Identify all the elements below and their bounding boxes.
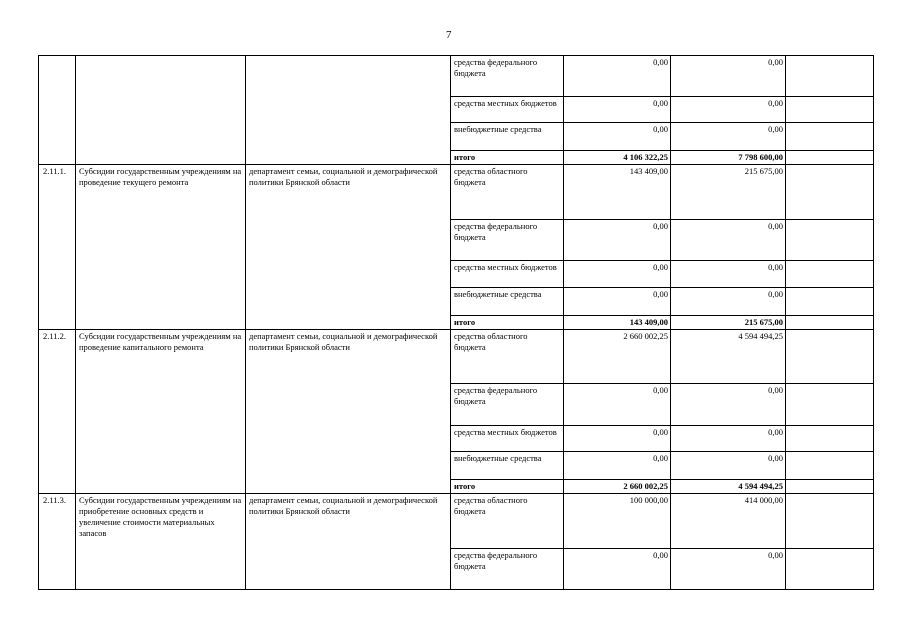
amount-cell-1: 0,00 (564, 220, 671, 261)
row-code-cell (39, 220, 76, 261)
amount-cell-1: 0,00 (564, 288, 671, 316)
row-name-cell (76, 220, 246, 261)
amount-cell-2: 0,00 (671, 288, 786, 316)
table-row (39, 288, 874, 316)
empty-cell (786, 165, 874, 220)
row-name-cell: Субсидии государственным учреждениям на проведение капитального ремонта (76, 330, 246, 384)
table-total-row (39, 316, 874, 330)
table-row (39, 384, 874, 426)
amount-cell-1: 0,00 (564, 426, 671, 452)
row-department-cell (246, 480, 451, 494)
amount-cell-2: 0,00 (671, 452, 786, 480)
funding-source-cell: средства федерального бюджета (451, 549, 564, 590)
funding-source-cell: внебюджетные средства (451, 452, 564, 480)
funding-source-cell: итого (451, 316, 564, 330)
funding-source-cell: средства местных бюджетов (451, 261, 564, 288)
row-department-cell (246, 452, 451, 480)
row-department-cell (246, 220, 451, 261)
page-number: 7 (446, 29, 452, 41)
table-row (39, 56, 874, 97)
table-row (39, 97, 874, 123)
amount-cell-1: 4 106 322,25 (564, 151, 671, 165)
table-row (39, 261, 874, 288)
row-code-cell (39, 384, 76, 426)
row-name-cell (76, 316, 246, 330)
row-department-cell (246, 316, 451, 330)
funding-source-cell: средства федерального бюджета (451, 220, 564, 261)
funding-source-cell: средства областного бюджета (451, 330, 564, 384)
row-department-cell (246, 123, 451, 151)
row-name-cell (76, 384, 246, 426)
row-department-cell (246, 56, 451, 97)
empty-cell (786, 426, 874, 452)
row-code-cell (39, 261, 76, 288)
empty-cell (786, 480, 874, 494)
table-row (39, 549, 874, 590)
funding-source-cell: средства местных бюджетов (451, 426, 564, 452)
row-code-cell: 2.11.2. (39, 330, 76, 384)
table-total-row (39, 480, 874, 494)
empty-cell (786, 330, 874, 384)
amount-cell-2: 0,00 (671, 426, 786, 452)
empty-cell (786, 220, 874, 261)
row-name-cell (76, 549, 246, 590)
row-name-cell: Субсидии государственным учреждениям на проведение текущего ремонта (76, 165, 246, 220)
table-row (39, 165, 874, 220)
row-name-cell (76, 261, 246, 288)
empty-cell (786, 123, 874, 151)
funding-source-cell: средства федерального бюджета (451, 384, 564, 426)
amount-cell-1: 2 660 002,25 (564, 330, 671, 384)
amount-cell-1: 143 409,00 (564, 165, 671, 220)
table-row (39, 426, 874, 452)
row-department-cell (246, 549, 451, 590)
row-name-cell (76, 151, 246, 165)
empty-cell (786, 549, 874, 590)
amount-cell-2: 7 798 600,00 (671, 151, 786, 165)
amount-cell-2: 215 675,00 (671, 316, 786, 330)
amount-cell-1: 0,00 (564, 384, 671, 426)
empty-cell (786, 494, 874, 549)
amount-cell-2: 4 594 494,25 (671, 480, 786, 494)
amount-cell-2: 0,00 (671, 56, 786, 97)
amount-cell-2: 0,00 (671, 220, 786, 261)
funding-source-cell: средства федерального бюджета (451, 56, 564, 97)
row-department-cell (246, 384, 451, 426)
empty-cell (786, 384, 874, 426)
row-name-cell: Субсидии государственным учреждениям на приобретение основных средств и увеличение стоимости материальных запасов (76, 494, 246, 549)
row-code-cell (39, 288, 76, 316)
funding-source-cell: внебюджетные средства (451, 288, 564, 316)
amount-cell-1: 0,00 (564, 123, 671, 151)
budget-table (38, 55, 874, 590)
funding-source-cell: итого (451, 480, 564, 494)
row-department-cell (246, 426, 451, 452)
empty-cell (786, 151, 874, 165)
row-code-cell: 2.11.1. (39, 165, 76, 220)
amount-cell-2: 0,00 (671, 549, 786, 590)
amount-cell-2: 0,00 (671, 97, 786, 123)
table-row (39, 330, 874, 384)
empty-cell (786, 452, 874, 480)
amount-cell-1: 0,00 (564, 452, 671, 480)
empty-cell (786, 288, 874, 316)
row-name-cell (76, 452, 246, 480)
amount-cell-2: 0,00 (671, 123, 786, 151)
table-total-row (39, 151, 874, 165)
amount-cell-2: 0,00 (671, 261, 786, 288)
row-name-cell (76, 123, 246, 151)
row-name-cell (76, 426, 246, 452)
funding-source-cell: средства местных бюджетов (451, 97, 564, 123)
funding-source-cell: средства областного бюджета (451, 165, 564, 220)
funding-source-cell: внебюджетные средства (451, 123, 564, 151)
row-name-cell (76, 288, 246, 316)
amount-cell-1: 0,00 (564, 261, 671, 288)
row-code-cell (39, 151, 76, 165)
row-department-cell (246, 151, 451, 165)
row-code-cell (39, 480, 76, 494)
empty-cell (786, 56, 874, 97)
row-department-cell (246, 261, 451, 288)
row-department-cell (246, 97, 451, 123)
row-code-cell (39, 549, 76, 590)
row-code-cell (39, 97, 76, 123)
row-code-cell (39, 316, 76, 330)
empty-cell (786, 261, 874, 288)
row-code-cell (39, 452, 76, 480)
row-department-cell: департамент семьи, социальной и демографической политики Брянской области (246, 330, 451, 384)
amount-cell-1: 100 000,00 (564, 494, 671, 549)
row-code-cell (39, 56, 76, 97)
amount-cell-1: 143 409,00 (564, 316, 671, 330)
row-department-cell: департамент семьи, социальной и демографической политики Брянской области (246, 494, 451, 549)
row-code-cell (39, 123, 76, 151)
amount-cell-1: 0,00 (564, 97, 671, 123)
row-code-cell (39, 426, 76, 452)
amount-cell-2: 215 675,00 (671, 165, 786, 220)
funding-source-cell: итого (451, 151, 564, 165)
amount-cell-2: 414 000,00 (671, 494, 786, 549)
empty-cell (786, 97, 874, 123)
row-department-cell: департамент семьи, социальной и демографической политики Брянской области (246, 165, 451, 220)
row-code-cell: 2.11.3. (39, 494, 76, 549)
amount-cell-2: 0,00 (671, 384, 786, 426)
amount-cell-1: 0,00 (564, 56, 671, 97)
amount-cell-1: 2 660 002,25 (564, 480, 671, 494)
amount-cell-2: 4 594 494,25 (671, 330, 786, 384)
empty-cell (786, 316, 874, 330)
table-row (39, 452, 874, 480)
table-row (39, 494, 874, 549)
table-row (39, 220, 874, 261)
amount-cell-1: 0,00 (564, 549, 671, 590)
funding-source-cell: средства областного бюджета (451, 494, 564, 549)
row-name-cell (76, 97, 246, 123)
row-department-cell (246, 288, 451, 316)
row-name-cell (76, 480, 246, 494)
row-name-cell (76, 56, 246, 97)
table-row (39, 123, 874, 151)
